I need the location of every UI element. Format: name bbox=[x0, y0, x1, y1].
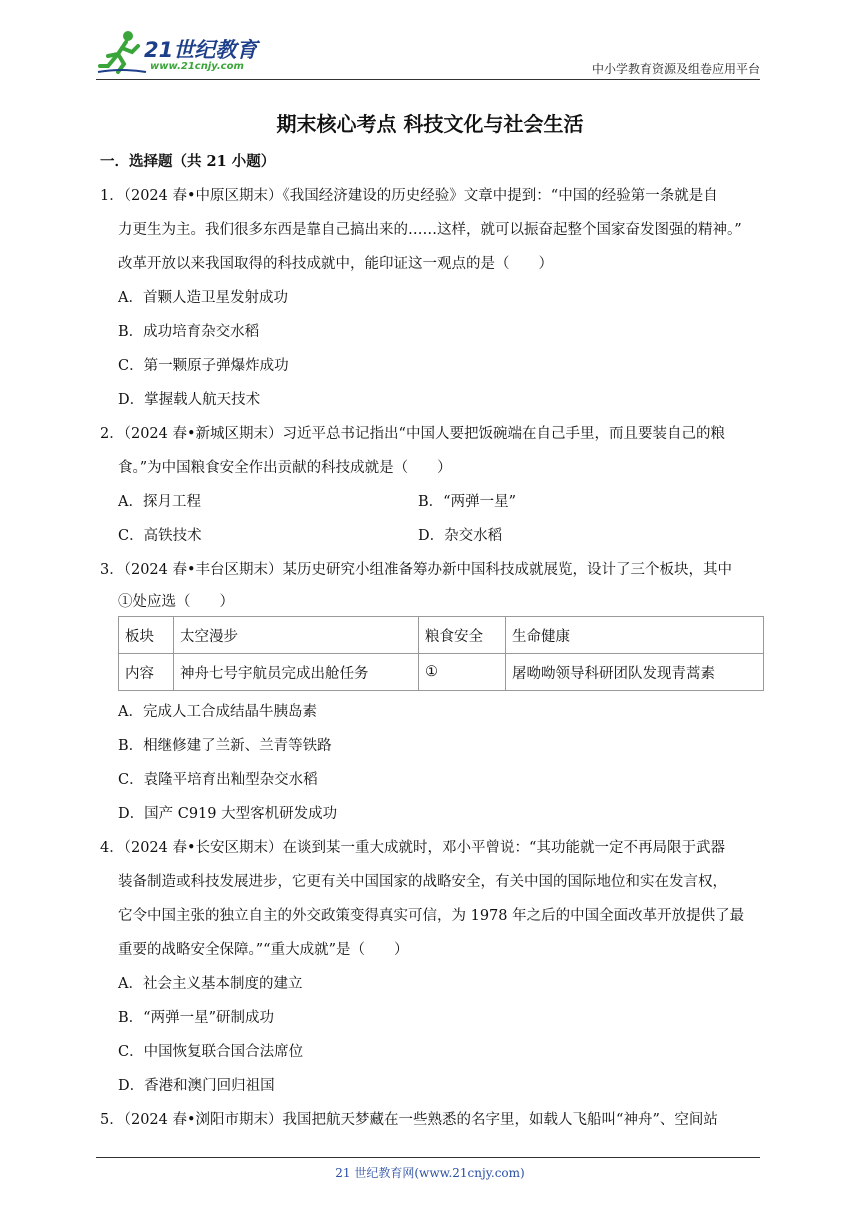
question-1-option-c[interactable]: C．第一颗原子弹爆炸成功 bbox=[118, 358, 289, 374]
question-2-option-c[interactable]: C．高铁技术 bbox=[118, 528, 202, 544]
question-2-option-a[interactable]: A．探月工程 bbox=[118, 494, 201, 510]
question-1-line-2: 力更生为主。我们很多东西是靠自己搞出来的……这样，就可以振奋起整个国家奋发图强的精神。” bbox=[118, 222, 742, 238]
table-row bbox=[119, 654, 764, 691]
table-cell: 内容 bbox=[119, 654, 174, 691]
page-title: 期末核心考点 科技文化与社会生活 bbox=[276, 112, 584, 136]
site-logo bbox=[96, 28, 266, 76]
question-4-option-d[interactable]: D．香港和澳门回归祖国 bbox=[118, 1078, 275, 1094]
platform-name: 中小学教育资源及组卷应用平台 bbox=[591, 62, 760, 76]
question-4-line-2: 装备制造或科技发展进步，它更有关中国国家的战略安全，有关中国的国际地位和实在发言权， bbox=[118, 874, 727, 890]
question-5-line-1: 5．（2024 春•浏阳市期末）我国把航天梦藏在一些熟悉的名字里，如载人飞船叫“神舟”、空间站 bbox=[100, 1112, 718, 1128]
footer-divider bbox=[96, 1157, 760, 1158]
question-4-line-3: 它令中国主张的独立自主的外交政策变得真实可信，为 1978 年之后的中国全面改革开放提供了最 bbox=[118, 908, 745, 924]
header-divider bbox=[96, 79, 760, 80]
table-cell: ① bbox=[419, 654, 506, 691]
question-1-option-a[interactable]: A．首颗人造卫星发射成功 bbox=[118, 290, 288, 306]
question-3-table bbox=[118, 616, 764, 691]
table-cell: 板块 bbox=[119, 617, 174, 654]
question-1-line-1: 1．（2024 春•中原区期末）《我国经济建设的历史经验》文章中提到：“中国的经验第一条就是自 bbox=[100, 188, 718, 204]
question-4-option-b[interactable]: B．“两弹一星”研制成功 bbox=[118, 1010, 274, 1026]
question-3-option-b[interactable]: B．相继修建了兰新、兰青等铁路 bbox=[118, 738, 332, 754]
section-heading: 一．选择题（共 21 小题） bbox=[100, 153, 276, 170]
question-2-line-1: 2．（2024 春•新城区期末）习近平总书记指出“中国人要把饭碗端在自己手里，而且要装自己的粮 bbox=[100, 426, 725, 442]
question-4-option-a[interactable]: A．社会主义基本制度的建立 bbox=[118, 976, 303, 992]
question-2-option-d[interactable]: D．杂交水稻 bbox=[418, 528, 503, 544]
table-cell: 粮食安全 bbox=[419, 617, 506, 654]
question-4-option-c[interactable]: C．中国恢复联合国合法席位 bbox=[118, 1044, 304, 1060]
question-3-line-1: 3．（2024 春•丰台区期末）某历史研究小组准备筹办新中国科技成就展览，设计了三个板块，其中 bbox=[100, 562, 733, 578]
footer-link[interactable]: 21 世纪教育网(www.21cnjy.com) bbox=[335, 1166, 525, 1180]
question-3-option-c[interactable]: C．袁隆平培育出籼型杂交水稻 bbox=[118, 772, 318, 788]
question-4-line-1: 4．（2024 春•长安区期末）在谈到某一重大成就时，邓小平曾说：“其功能就一定不再局限于武器 bbox=[100, 840, 725, 856]
question-4-line-4: 重要的战略安全保障。”“重大成就”是（ ） bbox=[118, 942, 409, 958]
question-2-line-2: 食。”为中国粮食安全作出贡献的科技成就是（ ） bbox=[118, 460, 452, 476]
table-cell: 太空漫步 bbox=[174, 617, 419, 654]
page-header bbox=[96, 28, 760, 78]
table-cell: 神舟七号宇航员完成出舱任务 bbox=[174, 654, 419, 691]
table-cell: 屠呦呦领导科研团队发现青蒿素 bbox=[506, 654, 764, 691]
running-man-icon bbox=[96, 28, 148, 76]
table-cell: 生命健康 bbox=[506, 617, 764, 654]
question-3-option-d[interactable]: D．国产 C919 大型客机研发成功 bbox=[118, 806, 338, 822]
question-2-option-b[interactable]: B．“两弹一星” bbox=[418, 494, 516, 510]
question-3-line-2: ①处应选（ ） bbox=[118, 594, 234, 610]
question-3-option-a[interactable]: A．完成人工合成结晶牛胰岛素 bbox=[118, 704, 317, 720]
question-1-option-d[interactable]: D．掌握载人航天技术 bbox=[118, 392, 261, 408]
logo-name: 21世纪教育 bbox=[144, 38, 258, 62]
question-1-option-b[interactable]: B．成功培育杂交水稻 bbox=[118, 324, 260, 340]
table-row bbox=[119, 617, 764, 654]
logo-url: www.21cnjy.com bbox=[150, 61, 244, 72]
question-1-line-3: 改革开放以来我国取得的科技成就中，能印证这一观点的是（ ） bbox=[118, 256, 553, 272]
